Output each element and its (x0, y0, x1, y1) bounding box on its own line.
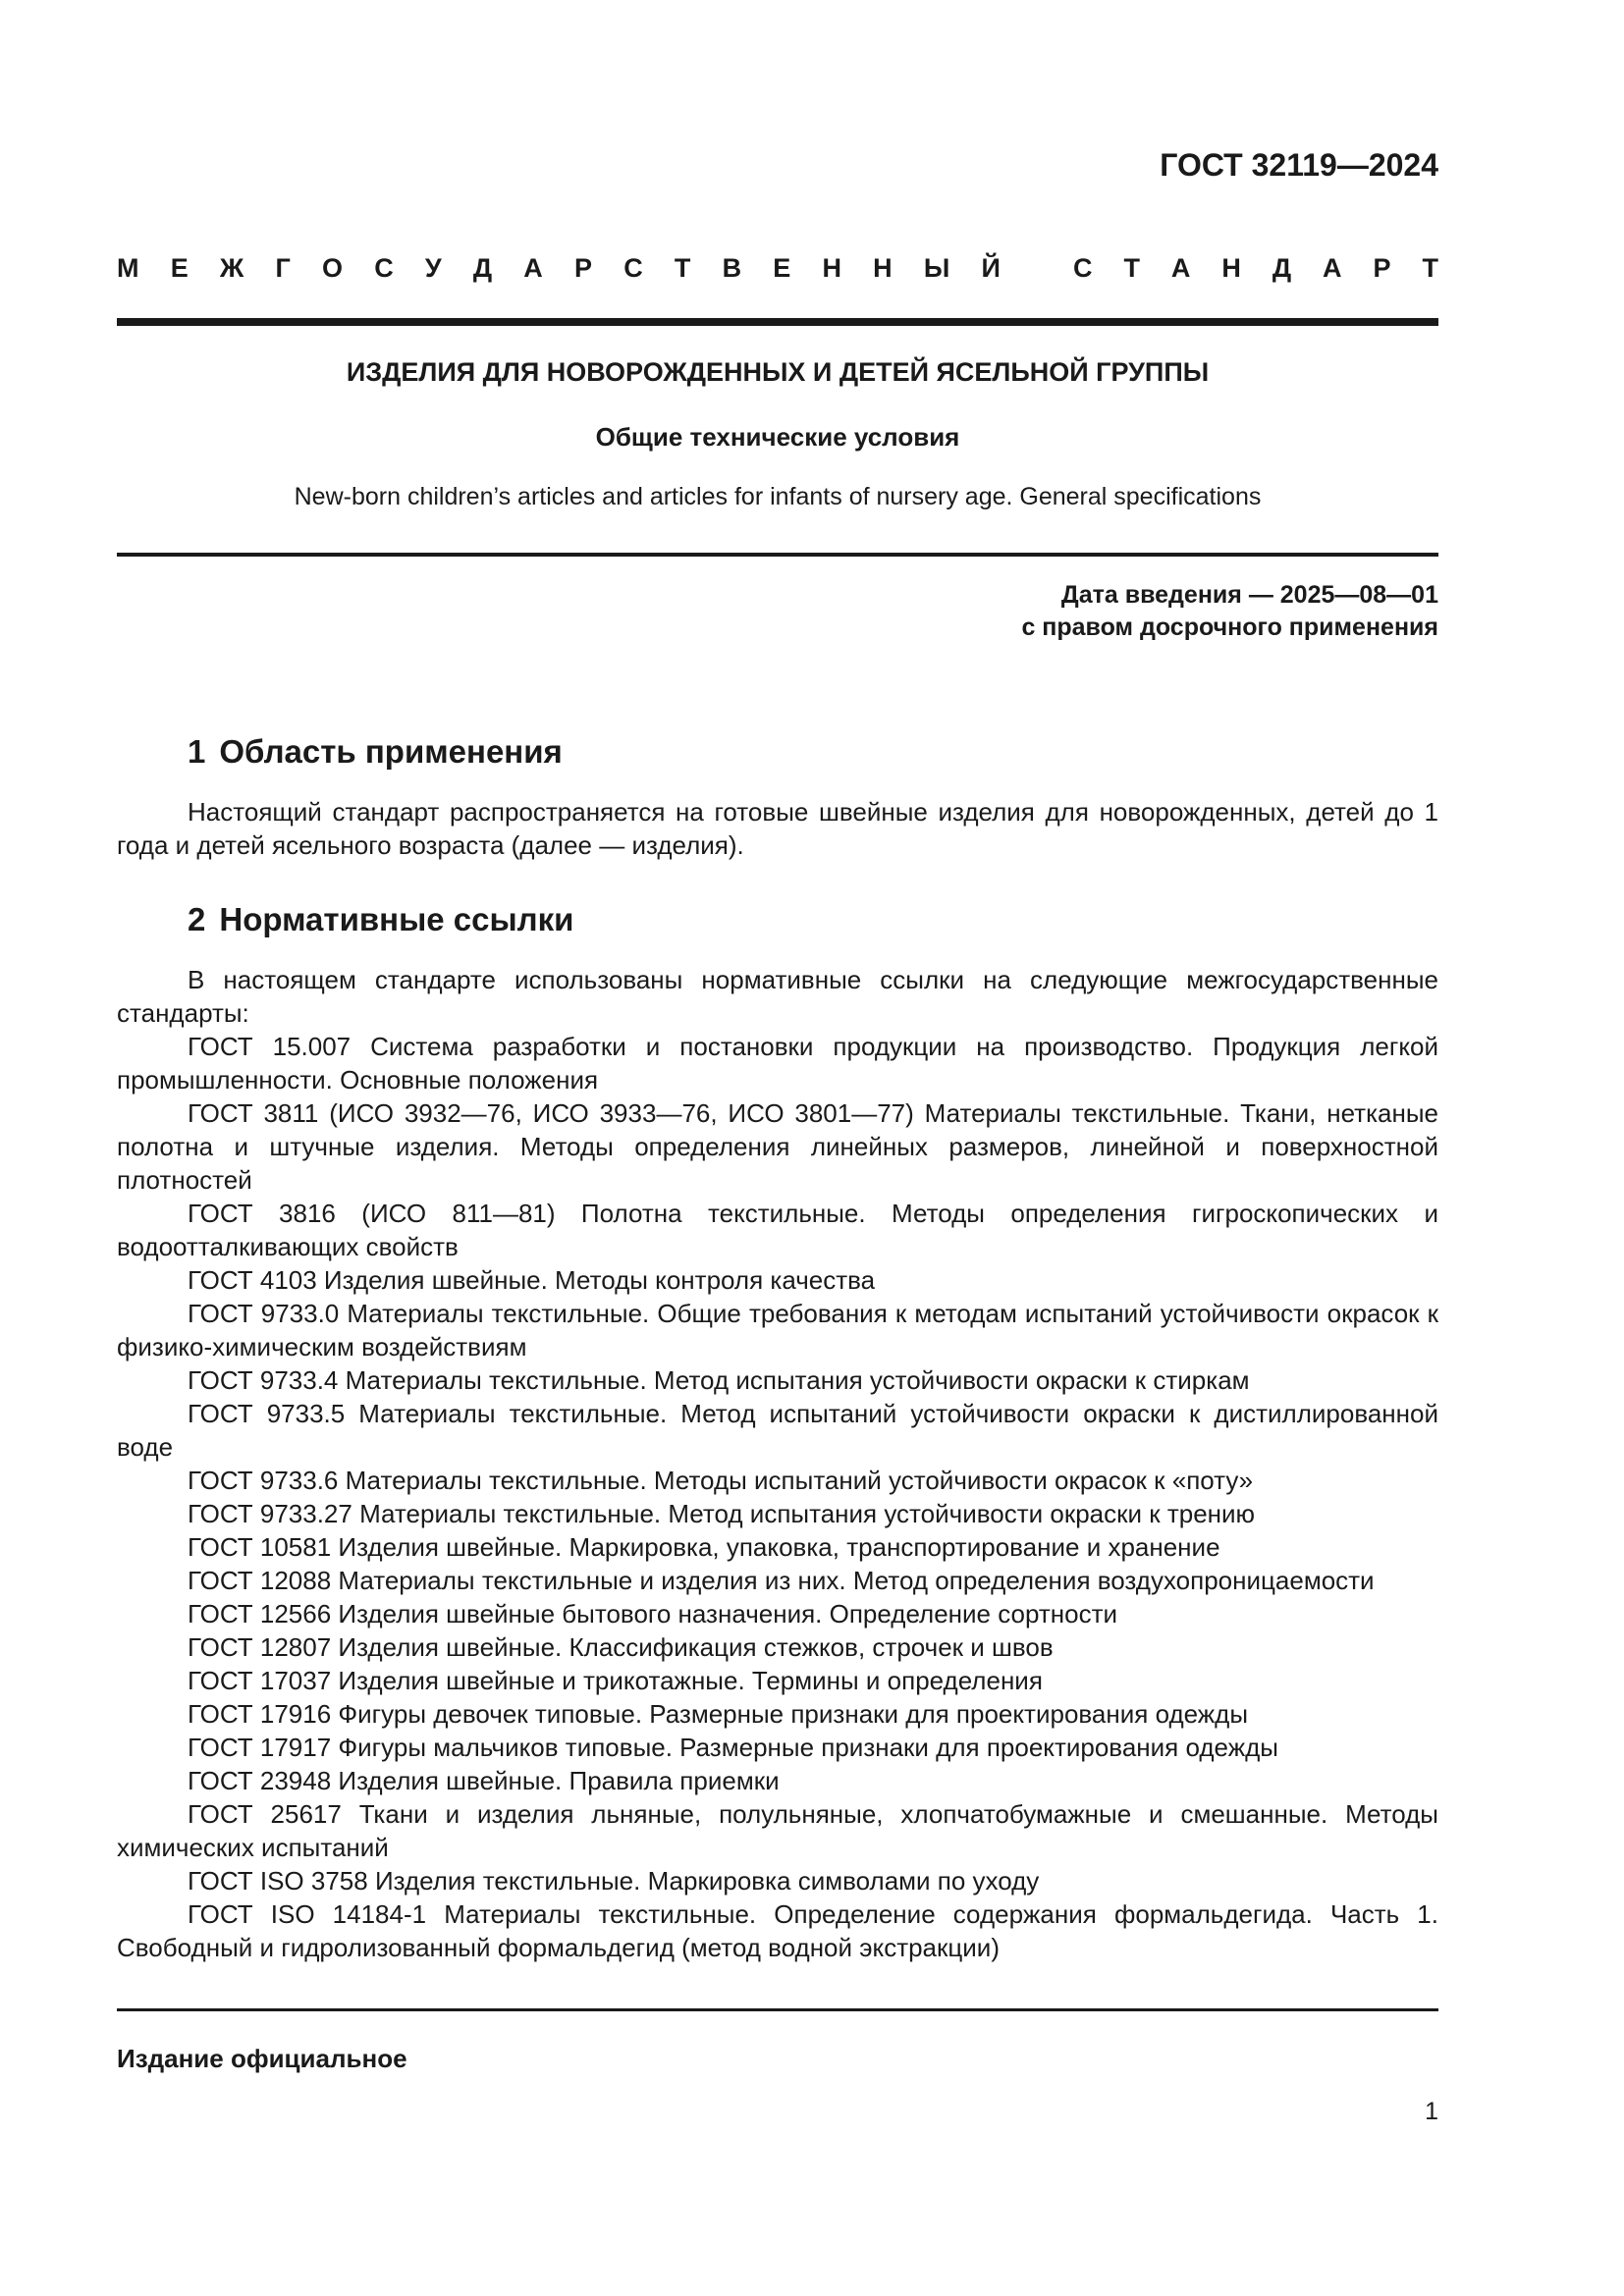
document-title: ИЗДЕЛИЯ ДЛЯ НОВОРОЖДЕННЫХ И ДЕТЕЙ ЯСЕЛЬНОЙ ГРУППЫ (346, 357, 1210, 387)
reference-item: ГОСТ 17916 Фигуры девочек типовые. Размерные признаки для проектирования одежды (188, 1699, 1249, 1729)
official-edition-label: Издание официальное (117, 2044, 407, 2073)
reference-item: ГОСТ 23948 Изделия швейные. Правила приемки (188, 1766, 780, 1795)
section-title: Нормативные ссылки (219, 901, 574, 937)
kind-letter: А (1170, 253, 1191, 283)
page-number: 1 (1425, 2098, 1438, 2125)
reference-item: ГОСТ 3811 (ИСО 3932—76, ИСО 3933—76, ИСО 3801—77) Материалы текстильные. Ткани, нетканые полотна и штучные изделия. Методы определения линейных размеров, линейной и поверхностной плотностей (117, 1098, 1438, 1195)
section-number: 1 (188, 733, 206, 770)
standard-code: ГОСТ 32119—2024 (1160, 147, 1438, 183)
kind-letter: А (1323, 253, 1342, 283)
kind-letter: Н (822, 253, 841, 283)
reference-item: ГОСТ 3816 (ИСО 811—81) Полотна текстильные. Методы определения гигроскопических и водоотталкивающих свойств (117, 1199, 1438, 1261)
reference-item: ГОСТ 9733.0 Материалы текстильные. Общие требования к методам испытаний устойчивости окрасок к физико-химическим воздействиям (117, 1299, 1438, 1362)
english-title: New-born children’s articles and articles for infants of nursery age. General specifications (294, 483, 1262, 510)
kind-letter: Р (573, 253, 592, 283)
kind-letter: С (1073, 253, 1093, 283)
document-subtitle: Общие технические условия (595, 422, 960, 452)
reference-item: ГОСТ 15.007 Система разработки и постановки продукции на производство. Продукция легкой промышленности. Основные положения (117, 1032, 1438, 1095)
reference-item: ГОСТ 17037 Изделия швейные и трикотажные. Термины и определения (188, 1666, 1043, 1695)
kind-letter: С (374, 253, 394, 283)
introduction-date-block (1021, 579, 1438, 644)
document-page (117, 0, 1438, 2296)
normative-references-list (117, 963, 1438, 1964)
footer-rule (117, 2008, 1438, 2011)
reference-item: ГОСТ 10581 Изделия швейные. Маркировка, упаковка, транспортирование и хранение (188, 1532, 1220, 1562)
kind-word-interstate (117, 253, 1001, 284)
kind-letter: М (117, 253, 139, 283)
reference-item: ГОСТ 12566 Изделия швейные бытового назначения. Определение сортности (188, 1599, 1118, 1629)
kind-letter: Е (170, 253, 189, 283)
kind-letter: Н (1221, 253, 1241, 283)
reference-item: ГОСТ 25617 Ткани и изделия льняные, полульняные, хлопчатобумажные и смешанные. Методы химических испытаний (117, 1799, 1438, 1862)
introduction-date: Дата введения — 2025—08—01 (1060, 581, 1438, 609)
reference-item: ГОСТ 4103 Изделия швейные. Методы контроля качества (188, 1265, 876, 1295)
header-rule (117, 318, 1438, 326)
reference-item: ГОСТ ISO 3758 Изделия текстильные. Маркировка символами по уходу (188, 1866, 1040, 1896)
section-2-heading (188, 901, 573, 938)
reference-item: ГОСТ 17917 Фигуры мальчиков типовые. Размерные признаки для проектирования одежды (188, 1733, 1278, 1762)
kind-letter: Н (873, 253, 893, 283)
kind-letter: Д (472, 253, 493, 283)
reference-item: ГОСТ 12807 Изделия швейные. Классификация стежков, строчек и швов (188, 1632, 1054, 1662)
kind-letter: Й (981, 253, 1001, 283)
early-application-note: с правом досрочного применения (1021, 614, 1438, 641)
section-number: 2 (188, 901, 206, 937)
kind-letter: О (321, 253, 343, 283)
reference-item: ГОСТ 9733.6 Материалы текстильные. Методы испытаний устойчивости окрасок к «поту» (188, 1466, 1254, 1495)
reference-item: ГОСТ 9733.4 Материалы текстильные. Метод испытания устойчивости окраски к стиркам (188, 1365, 1250, 1395)
reference-item: ГОСТ 9733.27 Материалы текстильные. Метод испытания устойчивости окраски к трению (188, 1499, 1256, 1528)
kind-letter: Е (773, 253, 791, 283)
reference-item: ГОСТ ISO 14184-1 Материалы текстильные. Определение содержания формальдегида. Часть 1. Свободный и гидролизованный формальдегид (метод водной экстракции) (117, 1899, 1438, 1962)
standard-kind-heading (117, 253, 1438, 284)
scope-paragraph: Настоящий стандарт распространяется на готовые швейные изделия для новорожденных, детей до 1 года и детей ясельного возраста (далее — изделия). (117, 797, 1438, 860)
kind-letter: Ж (219, 253, 244, 283)
kind-letter: Ы (923, 253, 950, 283)
references-lead: В настоящем стандарте использованы нормативные ссылки на следующие межгосударственные стандарты: (117, 965, 1438, 1028)
kind-letter: В (722, 253, 742, 283)
section-1-heading (188, 733, 563, 771)
reference-item: ГОСТ 12088 Материалы текстильные и изделия из них. Метод определения воздухопроницаемости (188, 1566, 1375, 1595)
kind-letter: С (623, 253, 643, 283)
kind-letter: Р (1373, 253, 1391, 283)
title-rule (117, 553, 1438, 557)
kind-letter: Т (1422, 253, 1438, 283)
kind-letter: Г (275, 253, 291, 283)
kind-letter: Т (674, 253, 691, 283)
kind-letter: Т (1123, 253, 1140, 283)
kind-word-standard (1073, 253, 1438, 284)
kind-letter: А (523, 253, 543, 283)
kind-letter: Д (1272, 253, 1292, 283)
reference-item: ГОСТ 9733.5 Материалы текстильные. Метод испытаний устойчивости окраски к дистиллированной воде (117, 1399, 1438, 1462)
section-title: Область применения (219, 733, 563, 770)
kind-letter: У (424, 253, 442, 283)
